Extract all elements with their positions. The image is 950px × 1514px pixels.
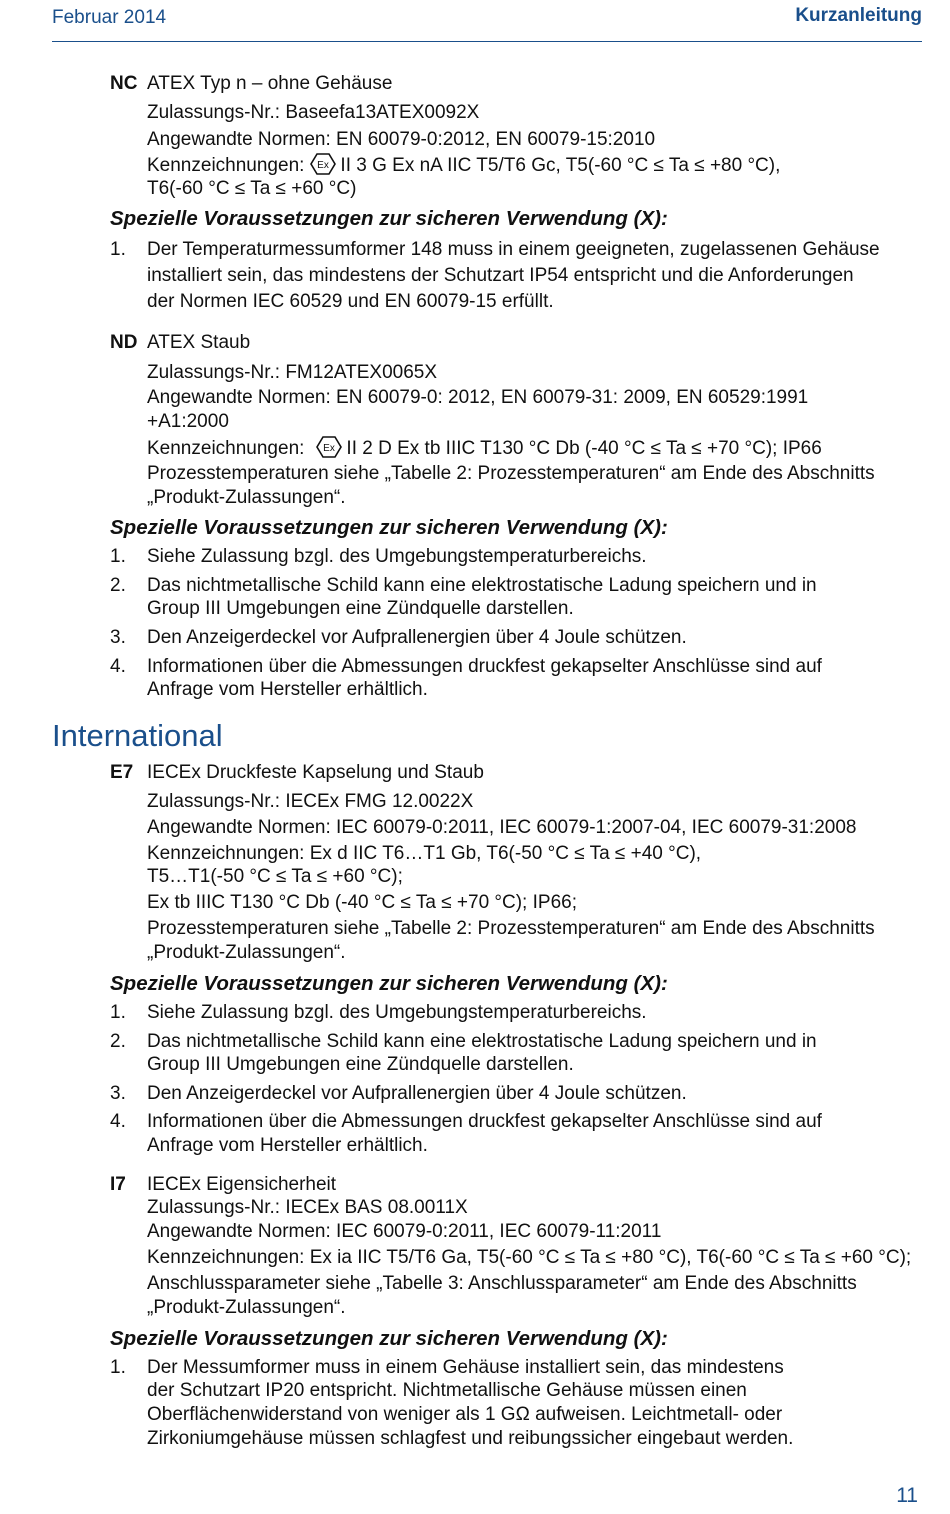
nd-special-heading: Spezielle Voraussetzungen zur sicheren Verwendung (X):	[110, 516, 668, 539]
e7-marking-line3: Ex tb IIIC T130 °C Db (-40 °C ≤ Ta ≤ +70 °C); IP66;	[147, 892, 577, 913]
nd-condition-2-num: 2.	[110, 575, 126, 596]
nc-marking-line2: T6(-60 °C ≤ Ta ≤ +60 °C)	[147, 178, 357, 199]
i7-condition-1-line3: Oberflächenwiderstand von weniger als 1 GΩ aufweisen. Leichtmetall- oder	[147, 1404, 783, 1425]
nd-process-line1: Prozesstemperaturen siehe „Tabelle 2: Prozesstemperaturen“ am Ende des Abschnitts	[147, 463, 875, 484]
nc-condition-1-num: 1.	[110, 239, 126, 260]
nc-special-heading: Spezielle Voraussetzungen zur sicheren Verwendung (X):	[110, 207, 668, 230]
nd-condition-4-line2: Anfrage vom Hersteller erhältlich.	[147, 679, 428, 700]
i7-condition-1-line2: der Schutzart IP20 entspricht. Nichtmetallische Gehäuse müssen einen	[147, 1380, 747, 1401]
nd-process-line2: „Produkt-Zulassungen“.	[147, 487, 346, 508]
nd-cert: Zulassungs-Nr.: FM12ATEX0065X	[147, 362, 438, 383]
e7-condition-4-num: 4.	[110, 1111, 126, 1132]
i7-special-heading: Spezielle Voraussetzungen zur sicheren Verwendung (X):	[110, 1327, 668, 1350]
nd-norms-line2: +A1:2000	[147, 411, 229, 432]
ex-hexagon-icon	[316, 436, 342, 458]
section-code-nc: NC	[110, 73, 138, 94]
nc-condition-1-line2: installiert sein, das mindestens der Schutzart IP54 entspricht und die Anforderungen	[147, 265, 854, 286]
nd-marking-label: Kennzeichnungen:	[147, 438, 305, 459]
nd-marking	[147, 436, 822, 461]
e7-cert: Zulassungs-Nr.: IECEx FMG 12.0022X	[147, 791, 474, 812]
nd-condition-2-line2: Group III Umgebungen eine Zündquelle darstellen.	[147, 598, 574, 619]
nc-cert: Zulassungs-Nr.: Baseefa13ATEX0092X	[147, 102, 480, 123]
nc-condition-1-line1: Der Temperaturmessumformer 148 muss in einem geeigneten, zugelassenen Gehäuse	[147, 239, 880, 260]
e7-norms: Angewandte Normen: IEC 60079-0:2011, IEC 60079-1:2007-04, IEC 60079-31:2008	[147, 817, 857, 838]
e7-marking-line2: T5…T1(-50 °C ≤ Ta ≤ +60 °C);	[147, 866, 403, 887]
section-title-i7: IECEx Eigensicherheit	[147, 1174, 337, 1195]
svg-text:Ex: Ex	[323, 443, 336, 454]
e7-condition-1-line1: Siehe Zulassung bzgl. des Umgebungstemperaturbereichs.	[147, 1002, 647, 1023]
nd-condition-3-line1: Den Anzeigerdeckel vor Aufprallenergien über 4 Joule schützen.	[147, 627, 687, 648]
i7-condition-1-num: 1.	[110, 1357, 126, 1378]
header-title: Kurzanleitung	[795, 5, 922, 26]
section-title-e7: IECEx Druckfeste Kapselung und Staub	[147, 762, 484, 783]
nc-marking	[147, 153, 780, 178]
e7-process-line1: Prozesstemperaturen siehe „Tabelle 2: Prozesstemperaturen“ am Ende des Abschnitts	[147, 918, 875, 939]
e7-marking-line1: Kennzeichnungen: Ex d IIC T6…T1 Gb, T6(-50 °C ≤ Ta ≤ +40 °C),	[147, 843, 702, 864]
ex-hexagon-icon	[310, 153, 336, 175]
i7-condition-1-line1: Der Messumformer muss in einem Gehäuse installiert sein, das mindestens	[147, 1357, 784, 1378]
nc-marking-label: Kennzeichnungen:	[147, 155, 305, 176]
international-heading: International	[52, 718, 223, 753]
nd-norms-line1: Angewandte Normen: EN 60079-0: 2012, EN 60079-31: 2009, EN 60529:1991	[147, 387, 809, 408]
nd-condition-4-line1: Informationen über die Abmessungen druckfest gekapselter Anschlüsse sind auf	[147, 656, 822, 677]
section-title-nc: ATEX Typ n – ohne Gehäuse	[147, 73, 393, 94]
section-code-e7: E7	[110, 762, 134, 783]
i7-condition-1-line4: Zirkoniumgehäuse müssen schlagfest und reibungssicher eingebaut werden.	[147, 1428, 794, 1449]
nd-condition-4-num: 4.	[110, 656, 126, 677]
header-date: Februar 2014	[52, 7, 167, 28]
nd-marking-rest: II 2 D Ex tb IIIC T130 °C Db (-40 °C ≤ Ta ≤ +70 °C); IP66	[346, 438, 822, 459]
e7-condition-2-line1: Das nichtmetallische Schild kann eine elektrostatische Ladung speichern und in	[147, 1031, 817, 1052]
section-title-nd: ATEX Staub	[147, 332, 251, 353]
e7-condition-2-line2: Group III Umgebungen eine Zündquelle darstellen.	[147, 1054, 574, 1075]
section-code-i7: I7	[110, 1174, 126, 1195]
i7-norms: Angewandte Normen: IEC 60079-0:2011, IEC 60079-11:2011	[147, 1221, 662, 1242]
nc-marking-rest: II 3 G Ex nA IIC T5/T6 Gc, T5(-60 °C ≤ Ta ≤ +80 °C),	[340, 155, 781, 176]
i7-params-line2: „Produkt-Zulassungen“.	[147, 1297, 346, 1318]
e7-condition-4-line1: Informationen über die Abmessungen druckfest gekapselter Anschlüsse sind auf	[147, 1111, 822, 1132]
nc-condition-1-line3: der Normen IEC 60529 und EN 60079-15 erfüllt.	[147, 291, 554, 312]
e7-condition-2-num: 2.	[110, 1031, 126, 1052]
i7-marking: Kennzeichnungen: Ex ia IIC T5/T6 Ga, T5(-60 °C ≤ Ta ≤ +80 °C), T6(-60 °C ≤ Ta ≤ +60 °C);	[147, 1247, 912, 1268]
e7-condition-1-num: 1.	[110, 1002, 126, 1023]
e7-condition-3-num: 3.	[110, 1083, 126, 1104]
header-rule	[52, 41, 922, 42]
i7-cert: Zulassungs-Nr.: IECEx BAS 08.0011X	[147, 1197, 468, 1218]
page-number: 11	[896, 1484, 918, 1507]
e7-process-line2: „Produkt-Zulassungen“.	[147, 942, 346, 963]
nd-condition-1-line1: Siehe Zulassung bzgl. des Umgebungstemperaturbereichs.	[147, 546, 647, 567]
e7-condition-4-line2: Anfrage vom Hersteller erhältlich.	[147, 1135, 428, 1156]
svg-text:Ex: Ex	[317, 160, 330, 171]
i7-params-line1: Anschlussparameter siehe „Tabelle 3: Anschlussparameter“ am Ende des Abschnitts	[147, 1273, 857, 1294]
e7-condition-3-line1: Den Anzeigerdeckel vor Aufprallenergien über 4 Joule schützen.	[147, 1083, 687, 1104]
nc-norms: Angewandte Normen: EN 60079-0:2012, EN 60079-15:2010	[147, 129, 656, 150]
e7-special-heading: Spezielle Voraussetzungen zur sicheren Verwendung (X):	[110, 972, 668, 995]
nd-condition-3-num: 3.	[110, 627, 126, 648]
nd-condition-2-line1: Das nichtmetallische Schild kann eine elektrostatische Ladung speichern und in	[147, 575, 817, 596]
nd-condition-1-num: 1.	[110, 546, 126, 567]
section-code-nd: ND	[110, 332, 138, 353]
